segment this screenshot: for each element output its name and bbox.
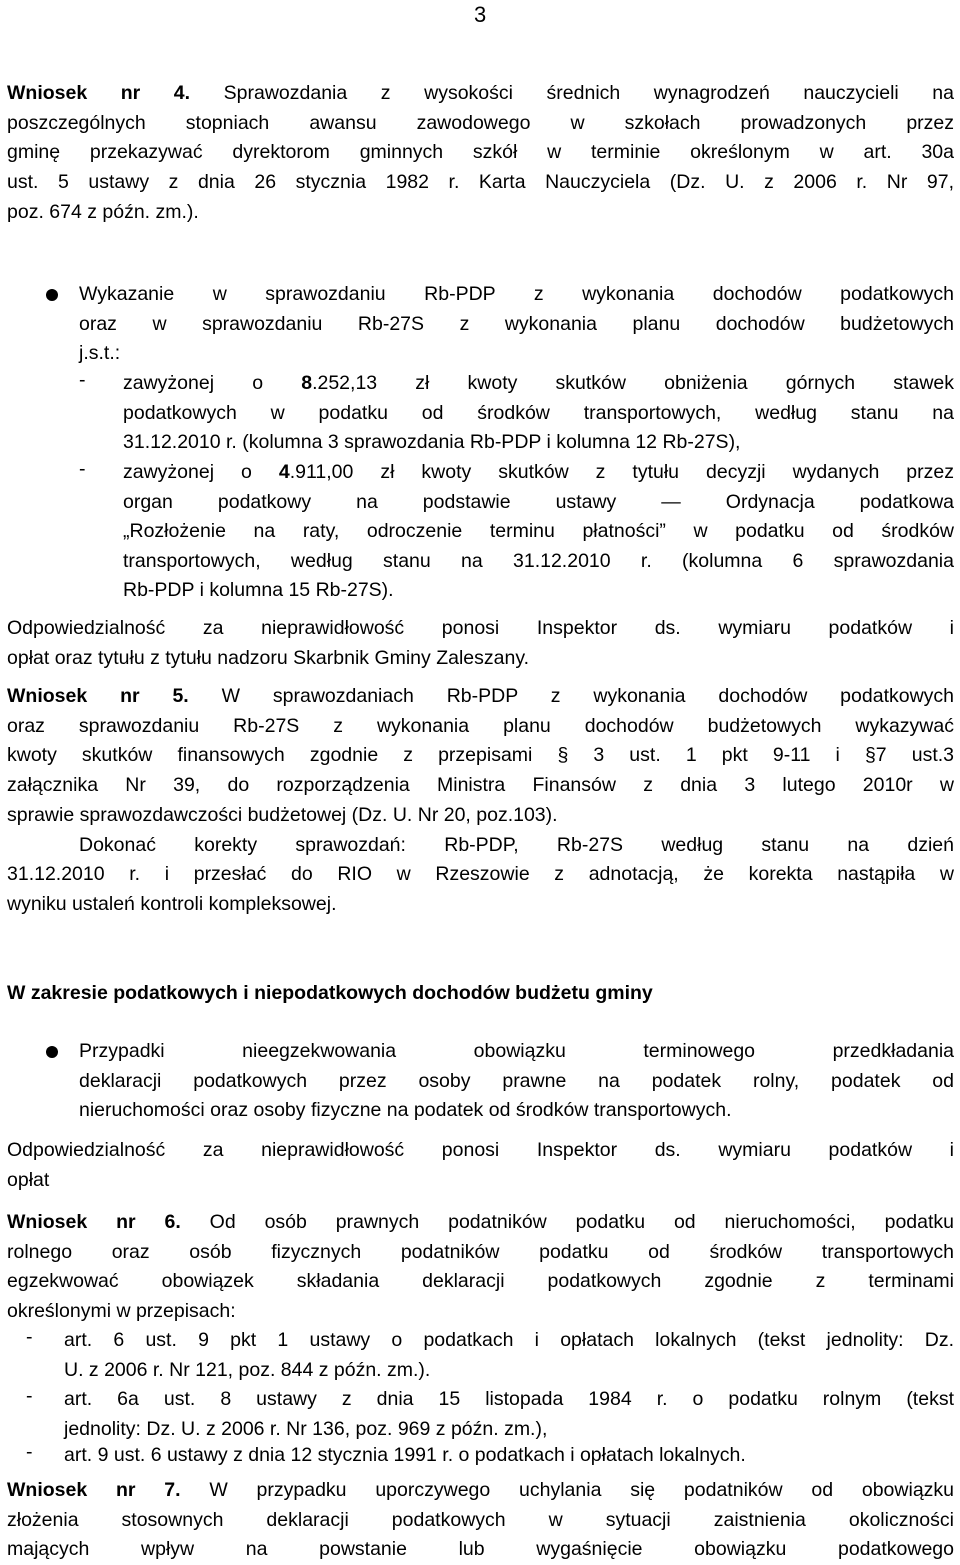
sub-item-2-line-3: „Rozłożenie na raty, odroczenie terminu płatności” w podatku od środków bbox=[123, 520, 954, 543]
wniosek-5-line-4: załącznika Nr 39, do rozporządzenia Ministra Finansów z dnia 3 lutego 2010r w bbox=[7, 774, 954, 797]
law-item-2-line-1: art. 6a ust. 8 ustawy z dnia 15 listopada 1984 r. o podatku rolnym (tekst bbox=[64, 1388, 954, 1410]
wniosek-5-p2-line-3: wyniku ustaleń kontroli kompleksowej. bbox=[7, 892, 337, 915]
law-item-3-line-1: art. 9 ust. 6 ustawy z dnia 12 stycznia 1991 r. o podatkach i opłatach lokalnych. bbox=[64, 1444, 746, 1466]
law-item-2-line-2: jednolity: Dz. U. z 2006 r. Nr 136, poz. 969 z późn. zm.), bbox=[64, 1417, 548, 1440]
page-number: 3 bbox=[474, 2, 487, 27]
wniosek-7 bbox=[7, 1476, 954, 1565]
responsibility-2 bbox=[7, 1136, 954, 1195]
responsibility-2-line-1: Odpowiedzialność za nieprawidłowość ponosi Inspektor ds. wymiaru podatków i bbox=[7, 1139, 954, 1161]
sub-item-2 bbox=[123, 458, 954, 606]
wniosek-4-line-4: ust. 5 ustawy z dnia 26 stycznia 1982 r. Karta Nauczyciela (Dz. U. z 2006 r. Nr 97, bbox=[7, 171, 954, 194]
wniosek-4-line-3: gminę przekazywać dyrektorom gminnych szkół w terminie określonym w art. 30a bbox=[7, 141, 954, 164]
wniosek-5-p2-line-1: Dokonać korekty sprawozdań: Rb-PDP, Rb-27S według stanu na dzień bbox=[79, 833, 954, 856]
wniosek-5-line-3: kwoty skutków finansowych zgodnie z przepisami § 3 ust. 1 pkt 9-11 i §7 ust.3 bbox=[7, 744, 954, 767]
wniosek-4 bbox=[7, 79, 954, 228]
sub-item-2-line-2: organ podatkowy na podstawie ustawy — Ordynacja podatkowa bbox=[123, 490, 954, 513]
sub-item-2-line-5: Rb-PDP i kolumna 15 Rb-27S). bbox=[123, 579, 394, 602]
wniosek-5-line-2: oraz sprawozdaniu Rb-27S z wykonania planu dochodów budżetowych wykazywać bbox=[7, 714, 954, 737]
wniosek-5-line-5: sprawie sprawozdawczości budżetowej (Dz. U. Nr 20, poz.103). bbox=[7, 803, 558, 826]
wniosek-7-label: Wniosek nr 7. bbox=[7, 1479, 181, 1501]
dash-3: - bbox=[26, 1326, 33, 1348]
dash-4: - bbox=[26, 1385, 33, 1407]
dash-1: - bbox=[79, 369, 86, 391]
sub-item-1-line-2: podatkowych w podatku od środków transportowych, według stanu na bbox=[123, 401, 954, 424]
sub-item-1-b: 8 bbox=[301, 372, 313, 394]
responsibility-1-line-2: opłat oraz tytułu z tytułu nadzoru Skarbnik Gminy Zaleszany. bbox=[7, 646, 530, 669]
law-item-2 bbox=[64, 1385, 954, 1444]
wniosek-5 bbox=[7, 682, 954, 920]
wniosek-6-line-3: egzekwować obowiązek składania deklaracji podatkowych zgodnie z terminami bbox=[7, 1270, 954, 1293]
law-item-1-line-1: art. 6 ust. 9 pkt 1 ustawy o podatkach i opłatach lokalnych (tekst jednolity: Dz. bbox=[64, 1329, 954, 1351]
bullet-2-line-2: deklaracji podatkowych przez osoby prawne na podatek rolny, podatek od bbox=[79, 1069, 954, 1092]
dash-2: - bbox=[79, 458, 86, 480]
responsibility-1 bbox=[7, 614, 954, 673]
wniosek-5-line-1: W sprawozdaniach Rb-PDP z wykonania dochodów podatkowych bbox=[221, 685, 955, 707]
sub-item-1-c: .252,13 zł kwoty skutków obniżenia górnych stawek bbox=[312, 372, 955, 394]
bullet-1-text bbox=[79, 280, 954, 369]
law-item-1 bbox=[64, 1326, 954, 1385]
wniosek-7-line-2: złożenia stosownych deklaracji podatkowych w sytuacji zaistnienia okoliczności bbox=[7, 1508, 954, 1531]
wniosek-7-line-1: W przypadku uporczywego uchylania się podatników od obowiązku bbox=[209, 1479, 955, 1501]
wniosek-6-line-2: rolnego oraz osób fizycznych podatników podatku od środków transportowych bbox=[7, 1240, 954, 1263]
wniosek-6-line-4: określonymi w przepisach: bbox=[7, 1300, 236, 1323]
law-item-1-line-2: U. z 2006 r. Nr 121, poz. 844 z późn. zm.). bbox=[64, 1358, 431, 1381]
wniosek-7-line-3: mających wpływ na powstanie lub wygaśnięcie obowiązku podatkowego bbox=[7, 1538, 954, 1561]
bullet-2-text bbox=[79, 1037, 954, 1126]
wniosek-4-label: Wniosek nr 4. bbox=[7, 82, 191, 104]
bullet-icon bbox=[46, 1046, 58, 1058]
sub-item-1 bbox=[123, 369, 954, 458]
section-heading: W zakresie podatkowych i niepodatkowych dochodów budżetu gminy bbox=[7, 982, 653, 1004]
sub-item-1-line-3: 31.12.2010 r. (kolumna 3 sprawozdania Rb-PDP i kolumna 12 Rb-27S), bbox=[123, 431, 741, 454]
dash-5: - bbox=[26, 1441, 33, 1463]
bullet-1-line-1: Wykazanie w sprawozdaniu Rb-PDP z wykonania dochodów podatkowych bbox=[79, 283, 954, 305]
sub-item-2-line-4: transportowych, według stanu na 31.12.2010 r. (kolumna 6 sprawozdania bbox=[123, 549, 954, 572]
wniosek-6-label: Wniosek nr 6. bbox=[7, 1211, 181, 1233]
bullet-2-line-3: nieruchomości oraz osoby fizyczne na podatek od środków transportowych. bbox=[79, 1099, 732, 1121]
bullet-icon bbox=[46, 289, 58, 301]
sub-item-2-a: zawyżonej o bbox=[123, 461, 279, 483]
responsibility-2-line-2: opłat bbox=[7, 1168, 50, 1191]
wniosek-5-label: Wniosek nr 5. bbox=[7, 685, 189, 707]
wniosek-6-line-1: Od osób prawnych podatników podatku od nieruchomości, podatku bbox=[209, 1211, 954, 1233]
bullet-2-line-1: Przypadki nieegzekwowania obowiązku terminowego przedkładania bbox=[79, 1040, 954, 1062]
sub-item-2-b: 4 bbox=[278, 461, 290, 483]
sub-item-1-a: zawyżonej o bbox=[123, 372, 302, 394]
wniosek-4-line-2: poszczególnych stopniach awansu zawodowego w szkołach prowadzonych przez bbox=[7, 111, 954, 134]
responsibility-1-line-1: Odpowiedzialność za nieprawidłowość ponosi Inspektor ds. wymiaru podatków i bbox=[7, 617, 954, 639]
bullet-1-line-3: j.s.t.: bbox=[79, 342, 121, 364]
law-item-3 bbox=[64, 1441, 954, 1471]
bullet-1-line-2: oraz w sprawozdaniu Rb-27S z wykonania planu dochodów budżetowych bbox=[79, 312, 954, 335]
wniosek-4-line-1: Sprawozdania z wysokości średnich wynagrodzeń nauczycieli na bbox=[223, 82, 954, 104]
wniosek-5-p2-line-2: 31.12.2010 r. i przesłać do RIO w Rzeszowie z adnotacją, że korekta nastąpiła w bbox=[7, 863, 954, 886]
wniosek-6 bbox=[7, 1208, 954, 1327]
wniosek-4-line-5: poz. 674 z późn. zm.). bbox=[7, 200, 199, 223]
sub-item-2-c: .911,00 zł kwoty skutków z tytułu decyzji wydanych przez bbox=[289, 461, 954, 483]
